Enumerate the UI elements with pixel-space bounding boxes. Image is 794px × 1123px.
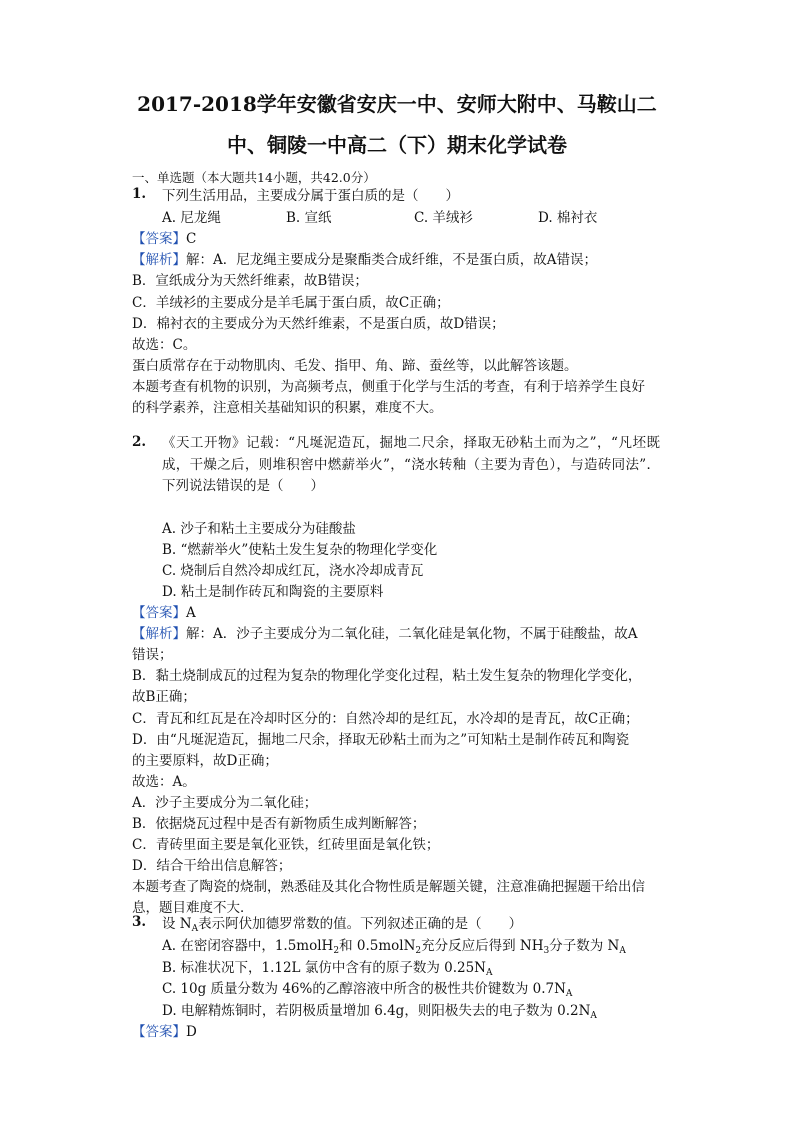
option-text: B. 标准状况下，1.12L 氯仿中含有的原子数为 0.25N bbox=[162, 960, 486, 976]
question-1-analysis-line-4: D．棉衬衣的主要成分为天然纤维素，不是蛋白质，故D错误； bbox=[132, 316, 505, 332]
question-1-option-c: C. 羊绒衫 bbox=[414, 210, 473, 226]
question-2-analysis-line-5: C．青瓦和红瓦是在冷却时区分的：自然冷却的是红瓦，水冷却的是青瓦，故C正确； bbox=[132, 711, 639, 727]
question-3-number: 3. bbox=[132, 914, 147, 930]
question-2-analysis-line-8: 故选：A。 bbox=[132, 774, 196, 790]
answer-tag: 【答案】 bbox=[132, 231, 186, 247]
question-1-option-b: B. 宣纸 bbox=[286, 210, 332, 226]
stem-text: 表示阿伏加德罗常数的值。下列叙述正确的是（ ） bbox=[198, 916, 523, 932]
question-2-analysis-line-1 bbox=[132, 623, 664, 645]
question-2-analysis-line-10: B．依据烧瓦过程中是否有新物质生成判断解答； bbox=[132, 816, 426, 832]
question-3-answer-value: D bbox=[186, 1024, 197, 1040]
subscript: A bbox=[619, 946, 626, 956]
stem-subscript: A bbox=[191, 924, 199, 934]
question-2-option-d: D. 粘土是制作砖瓦和陶瓷的主要原料 bbox=[162, 584, 384, 600]
question-2-answer-value: A bbox=[186, 605, 196, 621]
question-2-answer bbox=[132, 602, 664, 624]
question-1-stem: 下列生活用品，主要成分属于蛋白质的是（ ） bbox=[162, 188, 459, 204]
option-text: D. 电解精炼铜时，若阴极质量增加 6.4g，则阳极失去的电子数为 0.2N bbox=[162, 1003, 591, 1019]
section-heading: 一、单选题（本大题共14小题，共42.0分） bbox=[132, 170, 376, 185]
answer-tag: 【答案】 bbox=[132, 1024, 186, 1040]
subscript: 2 bbox=[333, 946, 340, 956]
question-1-analysis-line-1 bbox=[132, 249, 664, 271]
question-1-answer bbox=[132, 228, 664, 250]
analysis-text: 解：A．尼龙绳主要成分是聚酯类合成纤维，不是蛋白质，故A错误； bbox=[186, 252, 597, 268]
question-2-analysis-line-9: A．沙子主要成分为二氧化硅； bbox=[132, 795, 318, 811]
subscript: A bbox=[485, 968, 493, 978]
analysis-tag: 【解析】 bbox=[132, 252, 186, 268]
subscript: 2 bbox=[415, 946, 422, 956]
page-title-line-2: 中、铜陵一中高二（下）期末化学试卷 bbox=[227, 133, 567, 157]
question-2-analysis-line-6: D．由“凡埏泥造瓦，掘地二尺余，择取无砂粘土而为之”可知粘土是制作砖瓦和陶瓷 bbox=[132, 732, 630, 748]
question-2-analysis-line-14: 息，题目难度不大． bbox=[132, 900, 254, 916]
question-2-analysis-line-7: 的主要原料，故D正确； bbox=[132, 753, 278, 769]
question-1-option-a: A. 尼龙绳 bbox=[162, 210, 221, 226]
question-2-option-a: A. 沙子和粘土主要成分为硅酸盐 bbox=[162, 521, 356, 537]
page-title-line-1: 2017-2018学年安徽省安庆一中、安师大附中、马鞍山二 bbox=[137, 92, 657, 116]
question-1-options bbox=[162, 207, 662, 229]
option-text: 充分反应后得到 NH bbox=[421, 938, 544, 954]
question-2-analysis-line-11: C．青砖里面主要是氧化亚铁，红砖里面是氧化铁； bbox=[132, 837, 440, 853]
question-1-number: 1. bbox=[132, 186, 147, 202]
question-2-analysis-line-12: D．结合干给出信息解答； bbox=[132, 858, 292, 874]
question-2-analysis-line-3: B．黏土烧制成瓦的过程为复杂的物理化学变化过程，粘土发生复杂的物理化学变化， bbox=[132, 668, 642, 684]
question-2-option-b: B. “燃薪举火”使粘土发生复杂的物理化学变化 bbox=[162, 542, 438, 558]
question-2-analysis-line-4: 故B正确； bbox=[132, 689, 196, 705]
question-1-analysis-line-7: 本题考查有机物的识别，为高频考点，侧重于化学与生活的考查，有利于培养学生良好 bbox=[132, 379, 645, 395]
question-1-answer-value: C bbox=[186, 231, 197, 247]
question-1-analysis-line-6: 蛋白质常存在于动物肌肉、毛发、指甲、角、蹄、蚕丝等，以此解答该题。 bbox=[132, 358, 578, 374]
option-text: C. 10g 质量分数为 46%的乙醇溶液中所含的极性共价键数为 0.7N bbox=[162, 981, 566, 997]
question-2-stem: 《天工开物》记载：“凡埏泥造瓦，掘地二尺余，择取无砂粘土而为之”，“凡坯既成，干燥之后，则堆积窖中燃薪举火”，“浇水转釉（主要为青色），与造砖同法”．下列说法错误的是（ ） bbox=[162, 435, 660, 494]
option-text: 和 0.5molN bbox=[339, 938, 416, 954]
question-1-analysis-line-2: B．宣纸成分为天然纤维素，故B错误； bbox=[132, 273, 368, 289]
analysis-text: 解：A．沙子主要成分为二氧化硅，二氧化硅是氧化物，不属于硅酸盐，故A bbox=[186, 626, 638, 642]
question-1-analysis-line-5: 故选：C。 bbox=[132, 337, 197, 353]
question-2-number: 2. bbox=[132, 434, 147, 450]
subscript: A bbox=[565, 989, 573, 999]
option-text: 分子数为 N bbox=[549, 938, 620, 954]
question-2-analysis-line-2: 错误； bbox=[132, 647, 173, 663]
option-text: A. 在密闭容器中，1.5molH bbox=[162, 938, 334, 954]
question-2-option-c: C. 烧制后自然冷却成红瓦，浇水冷却成青瓦 bbox=[162, 563, 424, 579]
question-3-answer bbox=[132, 1021, 664, 1043]
question-2-analysis-line-13: 本题考查了陶瓷的烧制，熟悉硅及其化合物性质是解题关键，注意准确把握题干给出信 bbox=[132, 879, 645, 895]
answer-tag: 【答案】 bbox=[132, 605, 186, 621]
stem-text: 设 N bbox=[162, 916, 192, 932]
subscript: 3 bbox=[543, 946, 550, 956]
question-1-analysis-line-3: C．羊绒衫的主要成分是羊毛属于蛋白质，故C正确； bbox=[132, 295, 450, 311]
question-1-option-d: D. 棉衬衣 bbox=[538, 210, 598, 226]
question-1-analysis-line-8: 的科学素养，注意相关基础知识的积累，难度不大。 bbox=[132, 400, 443, 416]
analysis-tag: 【解析】 bbox=[132, 626, 186, 642]
subscript: A bbox=[590, 1011, 597, 1021]
